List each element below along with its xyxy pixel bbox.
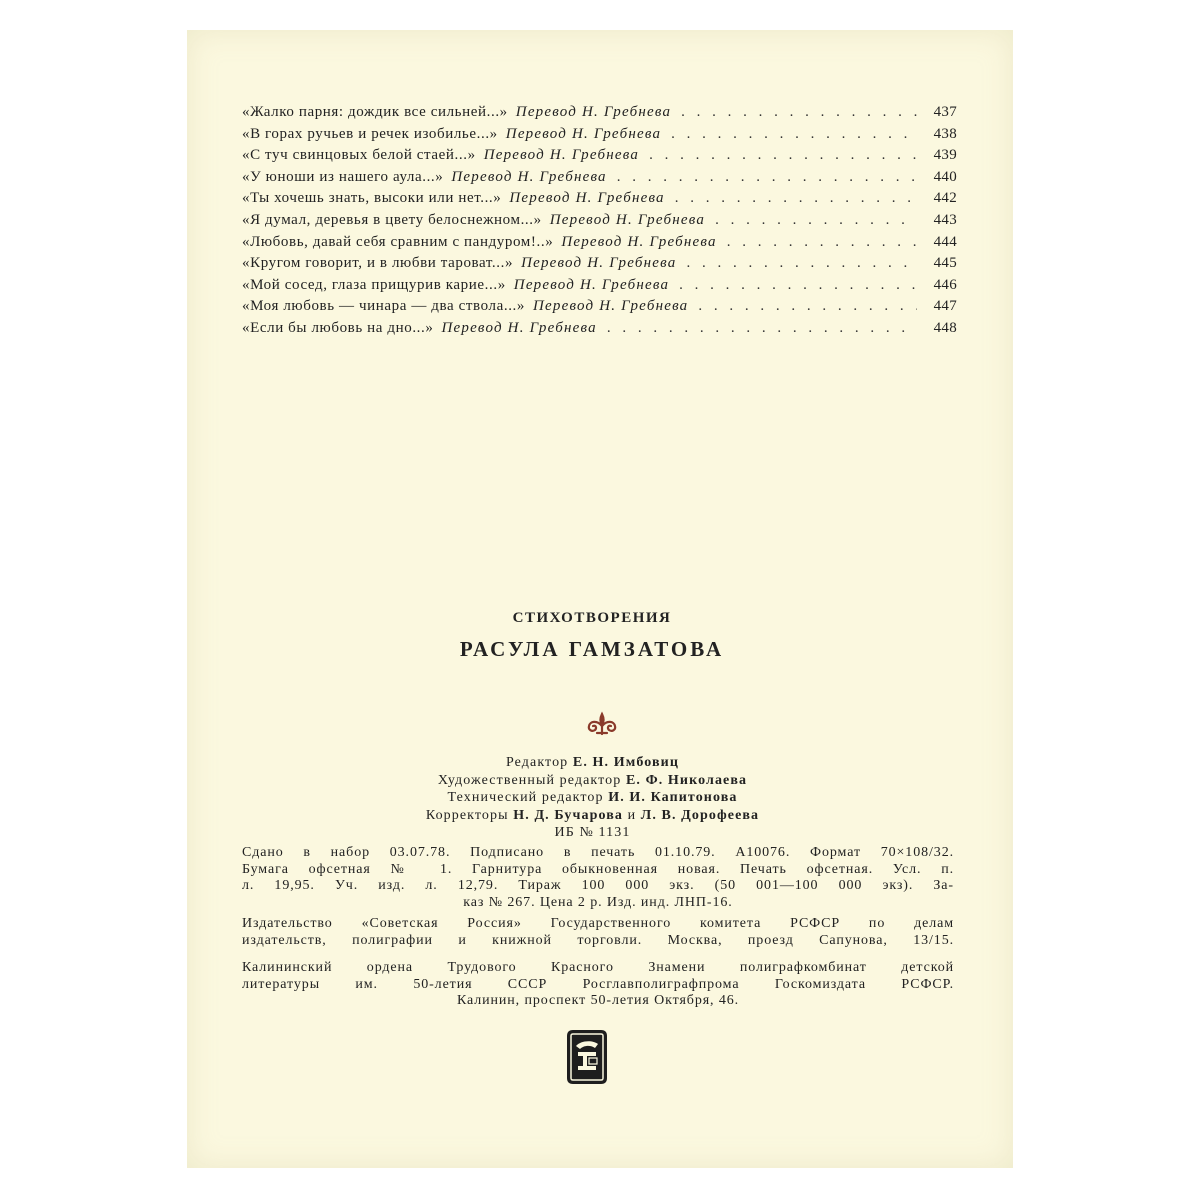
toc-entry-translator: Перевод Н. Гребнева xyxy=(505,125,662,142)
imprint-line: Калининский ордена Трудового Красного Знамени полиграфкомбинат детской xyxy=(242,960,954,975)
toc-entry-translator: Перевод Н. Гребнева xyxy=(533,298,689,315)
credit-name: Л. В. Дорофеева xyxy=(640,807,760,823)
dot-leader xyxy=(607,320,917,337)
toc-entry-translator: Перевод Н. Гребнева xyxy=(561,233,717,250)
toc-entry-translator: Перевод Н. Гребнева xyxy=(509,190,665,207)
toc-entry-title: «Ты хочешь знать, высоки или нет...» xyxy=(242,190,502,207)
toc-entry-translator: Перевод Н. Гребнева xyxy=(451,168,607,185)
toc-entry-page: 444 xyxy=(933,233,957,250)
toc-entry-title: «У юноши из нашего аула...» xyxy=(242,168,444,185)
toc-entry-page: 446 xyxy=(933,276,957,293)
toc-entry-page: 442 xyxy=(933,190,957,207)
credit-tech-editor xyxy=(172,789,1013,807)
toc-entry-title: «Моя любовь — чинара — два ствола...» xyxy=(242,298,526,315)
dot-leader xyxy=(617,169,917,186)
fleuron-ornament-icon xyxy=(582,711,622,737)
toc-entry xyxy=(242,190,957,212)
toc-entry-title: «Жалко парня: дождик все сильней...» xyxy=(242,104,508,120)
publisher-logo-icon xyxy=(565,1028,609,1086)
credit-name: Е. Ф. Николаева xyxy=(625,772,748,788)
imprint-line: литературы им. 50-летия СССР Росглавполиграфпрома Госкомиздата РСФСР. xyxy=(242,976,954,992)
credit-name: Н. Д. Бучарова xyxy=(513,807,623,823)
imprint-line: Бумага офсетная № 1. Гарнитура обыкновенная новая. Печать офсетная. Усл. п. xyxy=(242,861,954,877)
credit-role: Технический редактор xyxy=(447,790,604,805)
dot-leader xyxy=(727,234,917,251)
toc-entry-translator: Перевод Н. Гребнева xyxy=(513,276,670,293)
imprint-line: каз № 267. Цена 2 р. Изд. инд. ЛНП-16. xyxy=(463,894,733,910)
toc-entry xyxy=(242,298,957,320)
toc-entry-page: 437 xyxy=(933,104,957,120)
toc-entry-title: «Мой сосед, глаза прищурив карие...» xyxy=(242,276,506,293)
book-subtitle: СТИХОТВОРЕНИЯ xyxy=(512,610,672,626)
toc-entry xyxy=(242,169,957,191)
printer-details xyxy=(242,960,954,1010)
dot-leader xyxy=(681,104,917,121)
dot-leader xyxy=(649,147,917,164)
credit-conjunction: и xyxy=(627,807,637,823)
toc-entry-title: «Кругом говорит, и в любви тароват...» xyxy=(242,255,514,272)
printing-details xyxy=(242,845,954,911)
book-page xyxy=(187,30,1013,1168)
credit-editor xyxy=(172,754,1013,772)
credit-art-editor xyxy=(172,772,1013,790)
dot-leader xyxy=(698,298,917,315)
toc-entry-page: 439 xyxy=(933,147,957,164)
dot-leader xyxy=(671,126,917,143)
toc-entry xyxy=(242,212,957,234)
toc-entry xyxy=(242,320,957,342)
toc-entry-title: «Я думал, деревья в цвету белоснежном...» xyxy=(242,211,542,228)
imprint-line: Калинин, проспект 50-летия Октября, 46. xyxy=(456,993,740,1008)
credit-role: Художественный редактор xyxy=(437,772,622,788)
dot-leader xyxy=(679,277,917,294)
book-title-block xyxy=(187,610,1013,662)
toc-entry-title: «В горах ручьев и речек изобилье...» xyxy=(242,125,498,142)
toc-entry-page: 443 xyxy=(933,211,957,228)
toc-entry-page: 438 xyxy=(933,125,957,142)
toc-entry-translator: Перевод Н. Гребнева xyxy=(441,319,597,336)
toc-entry-translator: Перевод Н. Гребнева xyxy=(521,255,677,272)
toc-entry xyxy=(242,277,957,299)
credit-name: Е. Н. Имбовиц xyxy=(572,755,680,770)
imprint-line: издательств, полиграфии и книжной торговли. Москва, проезд Сапунова, 13/15. xyxy=(242,932,954,948)
toc-entry xyxy=(242,255,957,277)
credit-proofreaders xyxy=(172,807,1013,825)
toc-entry-translator: Перевод Н. Гребнева xyxy=(549,211,706,228)
toc-entry xyxy=(242,147,957,169)
book-author: РАСУЛА ГАМЗАТОВА xyxy=(459,637,725,661)
publisher-details xyxy=(242,916,954,949)
dot-leader xyxy=(686,255,917,272)
toc-entry-page: 445 xyxy=(933,255,957,272)
toc-entry-title: «С туч свинцовых белой стаей...» xyxy=(242,147,476,164)
imprint-line: л. 19,95. Уч. изд. л. 12,79. Тираж 100 000 экз. (50 001—100 000 экз). За- xyxy=(242,878,954,893)
imprint-line: Сдано в набор 03.07.78. Подписано в печать 01.10.79. А10076. Формат 70×108/32. xyxy=(242,845,954,860)
toc-entry-translator: Перевод Н. Гребнева xyxy=(483,147,640,164)
table-of-contents xyxy=(242,104,957,342)
toc-entry-page: 447 xyxy=(933,298,957,315)
credit-name: И. И. Капитонова xyxy=(608,790,738,805)
toc-entry-page: 440 xyxy=(933,168,957,185)
credit-role: Корректоры xyxy=(425,807,509,823)
toc-entry xyxy=(242,104,957,126)
toc-entry-page: 448 xyxy=(933,319,957,336)
dot-leader xyxy=(715,212,917,229)
toc-entry xyxy=(242,126,957,148)
toc-entry-translator: Перевод Н. Гребнева xyxy=(515,104,672,120)
credit-role: Редактор xyxy=(505,755,569,770)
toc-entry xyxy=(242,234,957,256)
imprint-line: Издательство «Советская Россия» Государственного комитета РСФСР по делам xyxy=(242,916,954,931)
toc-entry-title: «Любовь, давай себя сравним с пандуром!..» xyxy=(242,233,554,250)
credits-block xyxy=(187,754,1013,842)
dot-leader xyxy=(675,190,917,207)
ib-number: ИБ № 1131 xyxy=(554,825,631,840)
toc-entry-title: «Если бы любовь на дно...» xyxy=(242,319,434,336)
